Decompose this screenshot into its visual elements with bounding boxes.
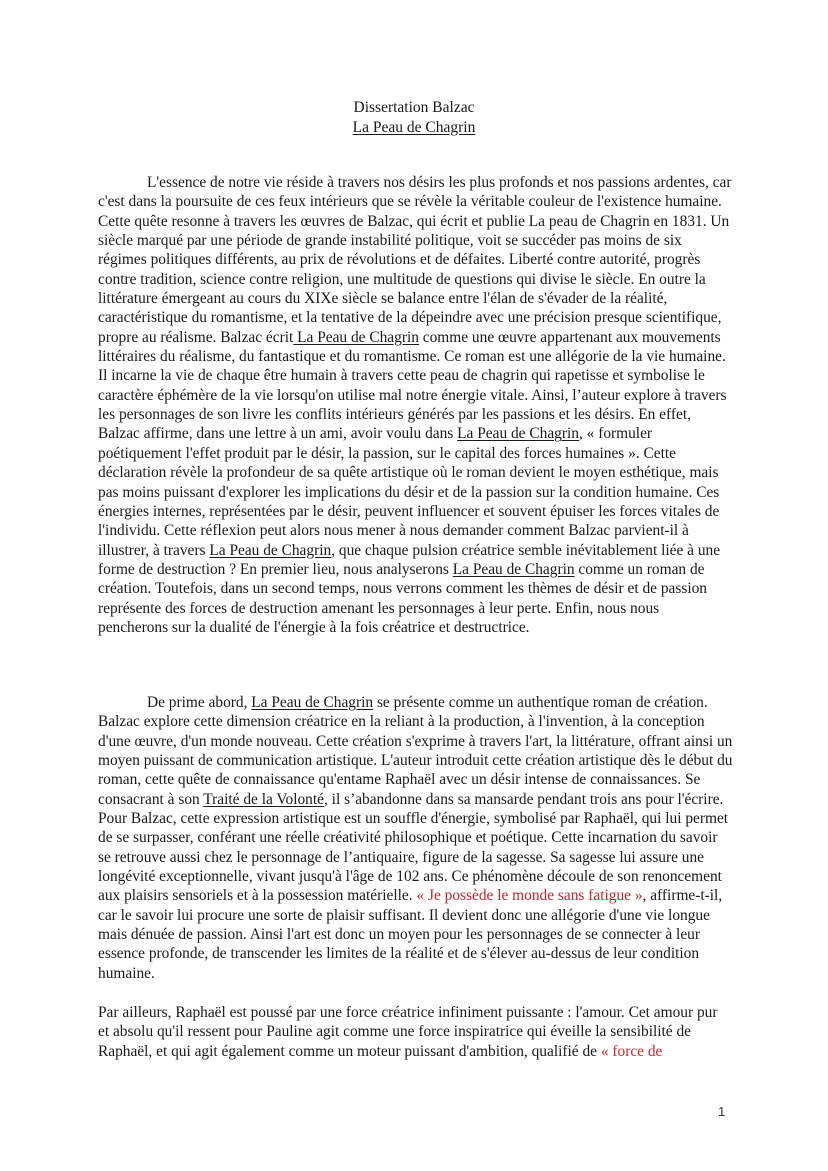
text-run: aux plaisirs sensoriels et à la possession matérielle. [98,887,417,905]
highlighted-quote: « force de [600,1042,663,1060]
text-run: moyen puissant de communication artistique. L'auteur introduit cette création artistique dès le début du [98,752,733,770]
text-run: contre tradition, science contre religion, une multitude de questions qui divise le siècle. En outre la [98,270,706,288]
text-line [98,712,731,731]
text-run: se présente comme un authentique roman de création. [373,694,708,711]
text-run: consacrant à son [98,790,204,808]
text-run: les personnages de son livre les conflits intérieurs générés par les passions et les désirs. En effet, [98,406,691,424]
text-run: humaine. [98,964,155,982]
text-run: Par ailleurs, Raphaël est poussé par une force créatrice infiniment puissante : l'amour. Cet amour pur [98,1004,718,1021]
text-run: mais dénuée de passion. Ainsi l'art est donc un moyen pour les personnages de se connecter à leur [98,926,700,944]
text-line [98,848,731,867]
text-line [98,444,731,463]
document-heading: Dissertation Balzac [353,99,475,116]
text-line [98,1022,731,1041]
text-run: Balzac affirme, dans une lettre à un ami, avoir voulu dans [98,425,458,443]
paragraph-introduction [98,173,731,637]
text-run: et absolu qu'il ressent pour Pauline agit comme une force inspiratrice qui éveille la sensibilité de [98,1023,691,1041]
text-run: De prime abord, [147,694,252,711]
text-run: , il s’abandonne dans sa mansarde pendant trois ans pour l'écrire. [323,790,724,808]
text-line [98,366,731,385]
text-run: Raphaël, et qui agit également comme un moteur puissant d'ambition, qualifié de [98,1042,601,1060]
text-run: roman, cette quête de connaissance qu'entame Raphaël avec un désir intense de connaissances. Se [98,771,701,789]
text-line [98,732,731,751]
text-line [98,828,731,847]
text-line [98,521,731,540]
text-line [98,618,731,637]
text-line [98,964,731,983]
text-line [98,463,731,482]
text-line [98,1003,731,1022]
text-run: l'individu. Cette réflexion peut alors nous mener à nous demander comment Balzac parvient-il à [98,522,689,540]
text-run: siècle marqué par une période de grande instabilité politique, voit se succéder pas moins de six [98,232,682,250]
text-run: car le savoir lui procure une sorte de plaisir suffisant. Il devient donc une allégorie d'une vie longue [98,906,710,924]
book-title: La Peau de Chagrin [457,425,579,443]
text-line [98,270,731,289]
text-line [98,541,731,560]
book-title: Traité de la Volonté [203,790,324,808]
text-line [98,1042,731,1061]
document-subheading: La Peau de Chagrin [352,118,476,136]
text-line [98,405,731,424]
text-run: Il incarne la vie de chaque être humain à travers cette peau de chagrin qui rapetisse et symbolise le [98,367,705,385]
text-run: comme un roman de [574,560,705,578]
paragraph-part-1 [98,693,731,983]
text-line [98,386,731,405]
text-line [98,925,731,944]
text-run: , « formuler [578,425,653,443]
text-run: d'une œuvre, d'un monde nouveau. Cette création s'exprime à travers l'art, la littérature, offrant ainsi un [98,732,733,750]
text-line [98,308,731,327]
text-run: littéraires du réalisme, du fantastique et du romantisme. Ce roman est une allégorie de la vie humaine. [98,348,726,366]
text-run: énergies internes, représentées par le désir, peuvent influencer et souvent épuiser les forces vitales de [98,502,720,520]
text-line [98,347,731,366]
text-line [98,770,731,789]
text-run: , affirme-t-il, [642,887,723,905]
text-run: Cette quête resonne à travers les œuvres de Balzac, qui écrit et publie La peau de Chagrin en 1831. Un [98,212,730,230]
page-number: 1 [718,1104,726,1119]
text-line [98,502,731,521]
text-run: longévité exceptionnelle, vivant jusqu'à l'âge de 102 ans. Ce phénomène découle de son renoncement [98,868,722,886]
text-line [98,560,731,579]
text-run: , que chaque pulsion créatrice semble inévitablement liée à une [331,541,721,559]
text-run: forme de destruction ? En premier lieu, nous analyserons [98,560,453,578]
text-run: illustrer, à travers [98,541,210,559]
text-line [98,250,731,269]
text-run: déclaration révèle la profondeur de sa quête artistique où le roman devient le moyen esthétique, mais [98,464,719,482]
text-run: Pour Balzac, cette expression artistique est un souffle d'énergie, symbolisé par Raphaël, qui lui permet [98,810,729,828]
text-line [98,483,731,502]
text-line [98,693,731,712]
book-title: La Peau de Chagrin [251,694,374,711]
title-block [0,98,828,137]
text-run: caractère éphémère de la vie lorsqu'on utilise mal notre énergie vitale. Ainsi, l’auteur explore à travers [98,386,727,404]
text-run: littérature émergeant au cours du XIXe siècle se balance entre l'élan de s'évader de la réalité, [98,290,668,308]
text-line [98,289,731,308]
text-line [98,599,731,618]
text-run: pencherons sur la dualité de l'énergie à la fois créatrice et destructrice. [98,618,530,636]
text-line [98,192,731,211]
text-run: comme une œuvre appartenant aux mouvements [418,328,721,346]
text-line [98,886,731,905]
text-line [98,212,731,231]
text-line [98,867,731,886]
text-line [98,809,731,828]
text-run: caractéristique du romantisme, et la tentative de la dépeindre avec une précision presque scientifique, [98,309,722,327]
text-run: poétiquement l'effet produit par le désir, la passion, sur le capital des forces humaines ». Cette [98,444,676,462]
text-run: propre au réalisme. Balzac écrit [98,328,294,346]
book-title: La Peau de Chagrin [293,328,419,346]
text-run: Balzac explore cette dimension créatrice en la reliant à la production, à l'invention, à la conception [98,713,705,731]
text-run: c'est dans la poursuite de ces feux intérieurs que se révèle la véritable couleur de l'existence humaine. [98,193,722,211]
text-line [98,231,731,250]
highlighted-quote: « Je possède le monde sans fatigue » [416,887,643,905]
text-line [98,173,731,192]
text-run: de se surpasser, conférant une réelle créativité philosophique et poétique. Cette incarnation du savoir [98,829,718,847]
text-run: représente des forces de destruction amenant les personnages à leur perte. Enfin, nous nous [98,599,660,617]
paragraph-part-1-b [98,1003,731,1061]
book-title: La Peau de Chagrin [209,541,332,559]
text-run: L'essence de notre vie réside à travers nos désirs les plus profonds et nos passions ardentes, car [147,174,732,191]
text-line [98,906,731,925]
text-line [98,790,731,809]
text-line [98,579,731,598]
text-line [98,424,731,443]
text-run: création. Toutefois, dans un second temps, nous verrons comment les thèmes de désir et de passion [98,580,707,598]
text-run: se retrouve aussi chez le personnage de l’antiquaire, figure de la sagesse. Sa sagesse lui assure une [98,848,704,866]
text-run: essence profonde, de transcender les limites de la réalité et de s'élever au-dessus de leur condition [98,945,700,963]
text-line [98,944,731,963]
text-line [98,328,731,347]
book-title: La Peau de Chagrin [452,560,575,578]
text-run: pas moins puissant d'explorer les implications du désir et de la passion sur la condition humaine. Ces [98,483,720,501]
text-line [98,751,731,770]
text-run: régimes politiques différents, au prix de révolutions et de défaites. Liberté contre autorité, progrès [98,251,701,269]
